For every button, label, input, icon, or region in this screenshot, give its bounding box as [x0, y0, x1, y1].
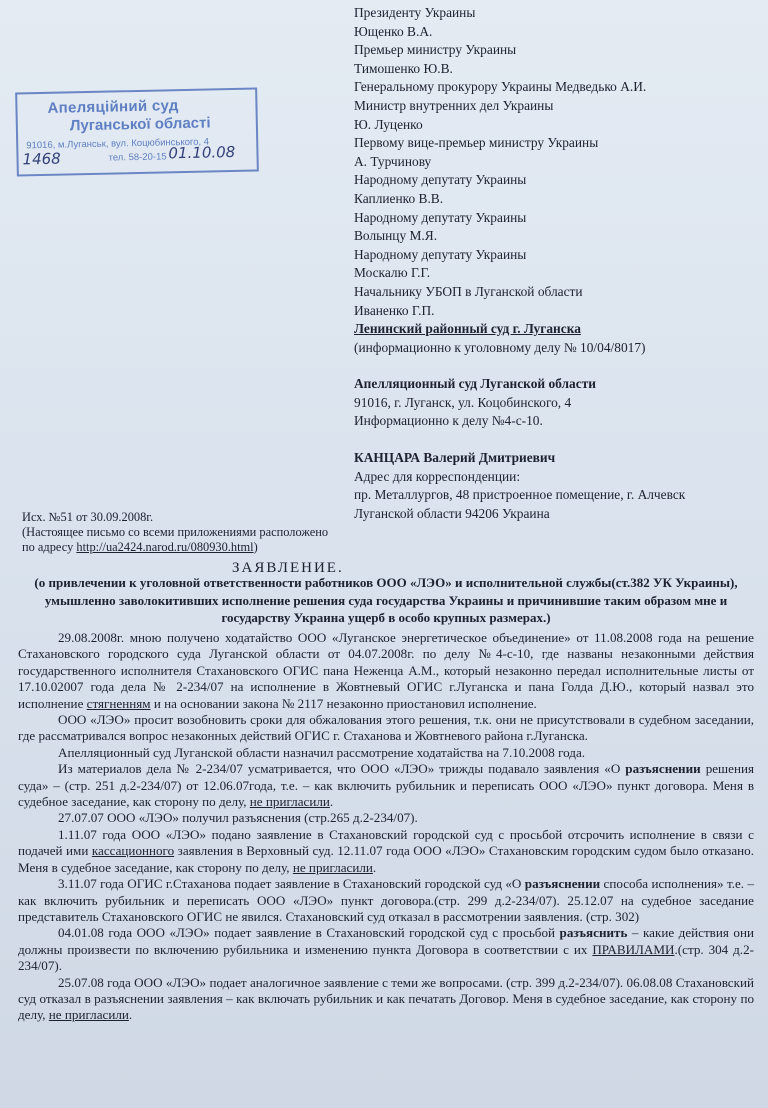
text-run-underlined: стягненням [86, 695, 151, 711]
sender-address-label: Адрес для корреспонденции: [354, 468, 521, 484]
paragraph [18, 975, 754, 1024]
document-body [18, 630, 754, 1024]
court-stamp [15, 87, 259, 176]
text-run: . [128, 1007, 133, 1023]
recipient-line: Иваненко Г.П. [354, 302, 435, 318]
outgoing-note: (Настоящее письмо со всеми приложениями расположено [22, 525, 329, 539]
text-run-underlined: не пригласили [48, 1007, 129, 1023]
recipient-line: Народному депутату Украины [354, 172, 527, 188]
outgoing-note [22, 540, 422, 555]
recipient-line: Начальнику УБОП в Луганской области [354, 283, 583, 299]
text-run-underlined: не пригласили [292, 859, 373, 875]
appeal-court-name: Апелляционный суд Луганской области [354, 376, 596, 392]
outgoing-number: Исх. №51 от 30.09.2008г. [22, 510, 154, 524]
text-run: . [329, 794, 334, 810]
sender-name: КАНЦАРА Валерий Дмитриевич [354, 450, 556, 466]
paragraph [18, 925, 754, 974]
court-note: (информационно к уголовному делу № 10/04/8017) [354, 339, 646, 355]
text-run: способа исполнения» т.е. – как включить рубильник и переписать ООО «ЛЭО» пункт договора.(стр. 299 д.2-234/07). 25.12.07 на судебное заседание представитель Стахановского ОГИС не явился. Стахановский суд отказал в рассмотрении заявления. (стр. 302) [18, 876, 754, 924]
text-run: заявления в Верховный суд. 12.11.07 года ООО «ЛЭО» Стахановским городским судом было отказано. Меня в судебное заседание, как сторону по делу, [18, 843, 754, 875]
paragraph [18, 827, 754, 876]
recipient-line: Министр внутренних дел Украины [354, 97, 554, 113]
stamp-address: 91016, м.Луганськ, вул. Коцюбинського, 4 [26, 136, 210, 152]
paragraph [18, 761, 754, 810]
text-run: Из материалов дела № 2-234/07 усматривается, что ООО «ЛЭО» трижды подавало заявления «О [58, 761, 626, 777]
text-run: . [372, 859, 377, 875]
sender-address-line: Луганской области 94206 Украина [354, 505, 550, 521]
paragraph [18, 630, 754, 712]
text-run-bold: разъяснении [524, 876, 601, 892]
text-run: 25.07.08 года ООО «ЛЭО» подает аналогичное заявление с теми же вопросами. (стр. 399 д.2-234/07). 06.08.08 Стахановский суд отказал в разъяснении заявления – как включать рубильник и как печатать Договор. Меня в судебное заседание, как сторону по делу, [18, 974, 754, 1023]
recipients-block [354, 4, 754, 523]
recipient-line: Народному депутату Украины [354, 246, 527, 262]
stamp-phone: тел. 58-20-15 [108, 151, 167, 164]
appeal-court-address: 91016, г. Луганск, ул. Коцобинского, 4 [354, 394, 572, 410]
recipient-line: Ющенко В.А. [354, 23, 433, 39]
text-run: 1.11.07 года ООО «ЛЭО» подано заявление в Стахановский городской суд с просьбой отсрочить исполнение в связи с подачей ими [18, 826, 754, 859]
text-run: 29.08.2008г. мною получено ходатайство ООО «Луганское энергетическое объединение» от 11.08.2008 года на решение Стахановского городского суда Луганской области от 04.07.2008г. по делу №4-с-10, где названы незаконными действия государственного исполнителя Стахановского ОГИС пана Неженца А.М., который незаконно передал исполнительные листы от 17.10.02007 года дела № 2-234/07 на исполнение в Жовтневый ОГИС г.Луганска и пана Голда Д.Ю., который назвал это исполнение [18, 630, 754, 711]
text-run: .(стр. 304 д.2-234/07). [18, 941, 754, 974]
recipient-line: Каплиенко В.В. [354, 190, 444, 206]
recipient-line: Народному депутату Украины [354, 209, 527, 225]
recipient-line: Ю. Луценко [354, 116, 423, 132]
text-run: – какие действия они должны произвести по включению рубильника и изменению пункта Договора в соответствии с их [18, 925, 754, 957]
court-name: Ленинский районный суд г. Луганска [354, 321, 581, 337]
text-run: решения суда» – (стр. 251 д.2-234/07) от 12.06.07года, т.е. – как включить рубильник и переписать ООО «ЛЭО» пункт договора. Меня в судебное заседание, как сторону по делу, [18, 761, 754, 810]
stamp-date: 01.10.08 [168, 142, 236, 163]
outgoing-reference [22, 510, 422, 555]
recipient-line: Премьер министру Украины [354, 42, 517, 58]
sender-address-line: пр. Металлургов, 48 пристроенное помещение, г. Алчевск [354, 487, 686, 503]
recipient-line: А. Турчинову [354, 153, 432, 169]
outgoing-url-link[interactable]: http://ua2424.narod.ru/080930.html [76, 540, 254, 554]
paragraph [18, 876, 754, 925]
text-run-bold: разъяснить [559, 925, 628, 941]
text-run-bold: разъяснении [625, 761, 701, 777]
recipient-line: Москалю Г.Г. [354, 265, 431, 281]
text-run-underlined: не пригласили [249, 794, 330, 810]
outgoing-note-prefix: по адресу [22, 540, 77, 554]
stamp-registration-number: 1468 [22, 149, 61, 169]
outgoing-note-suffix: ) [253, 540, 258, 554]
recipient-line: Тимошенко Ю.В. [354, 60, 453, 76]
paragraph: ООО «ЛЭО» просит возобновить сроки для обжалования этого решения, т.к. они не присутствовали в судебном заседании, где рассматривался вопрос незаконных действий ОГИС г. Стаханова и Жовтневого района г.Луганска. [18, 712, 754, 744]
document-subtitle: (о привлечении к уголовной ответственности работников ООО «ЛЭО» и исполнительной службы(ст.382 УК Украины), умышленно заволокитивших исполнение решения суда государства Украины и причинившие таким образом мне и государству Украина ущерб в особо крупных размерах.) [34, 575, 738, 625]
recipient-line: Президенту Украины [354, 5, 476, 20]
recipient-line: Генеральному прокурору Украины Медведько А.И. [354, 79, 647, 95]
stamp-line: Апеляційний суд [47, 97, 179, 117]
text-run: и на основании закона № 2117 незаконно приостановил исполнение. [150, 695, 537, 711]
recipient-line: Первому вице-премьер министру Украины [354, 135, 599, 151]
text-run-underlined: кассационного [91, 843, 175, 859]
text-run: 04.01.08 года ООО «ЛЭО» подает заявление в Стахановский городской суд с просьбой [58, 925, 560, 941]
text-run-underlined: ПРАВИЛАМИ [592, 941, 675, 957]
appeal-court-note: Информационно к делу №4-с-10. [354, 413, 543, 429]
paragraph: Апелляционный суд Луганской области назначил рассмотрение ходатайства на 7.10.2008 года. [58, 744, 586, 760]
paragraph: 27.07.07 ООО «ЛЭО» получил разъяснения (стр.265 д.2-234/07). [58, 810, 418, 826]
text-run: 3.11.07 года ОГИС г.Стаханова подает заявление в Стахановский городской суд «О [58, 876, 525, 892]
recipient-line: Волынцу М.Я. [354, 228, 438, 244]
stamp-line: Луганської області [69, 114, 211, 135]
document-title: ЗАЯВЛЕНИЕ. [232, 560, 344, 576]
